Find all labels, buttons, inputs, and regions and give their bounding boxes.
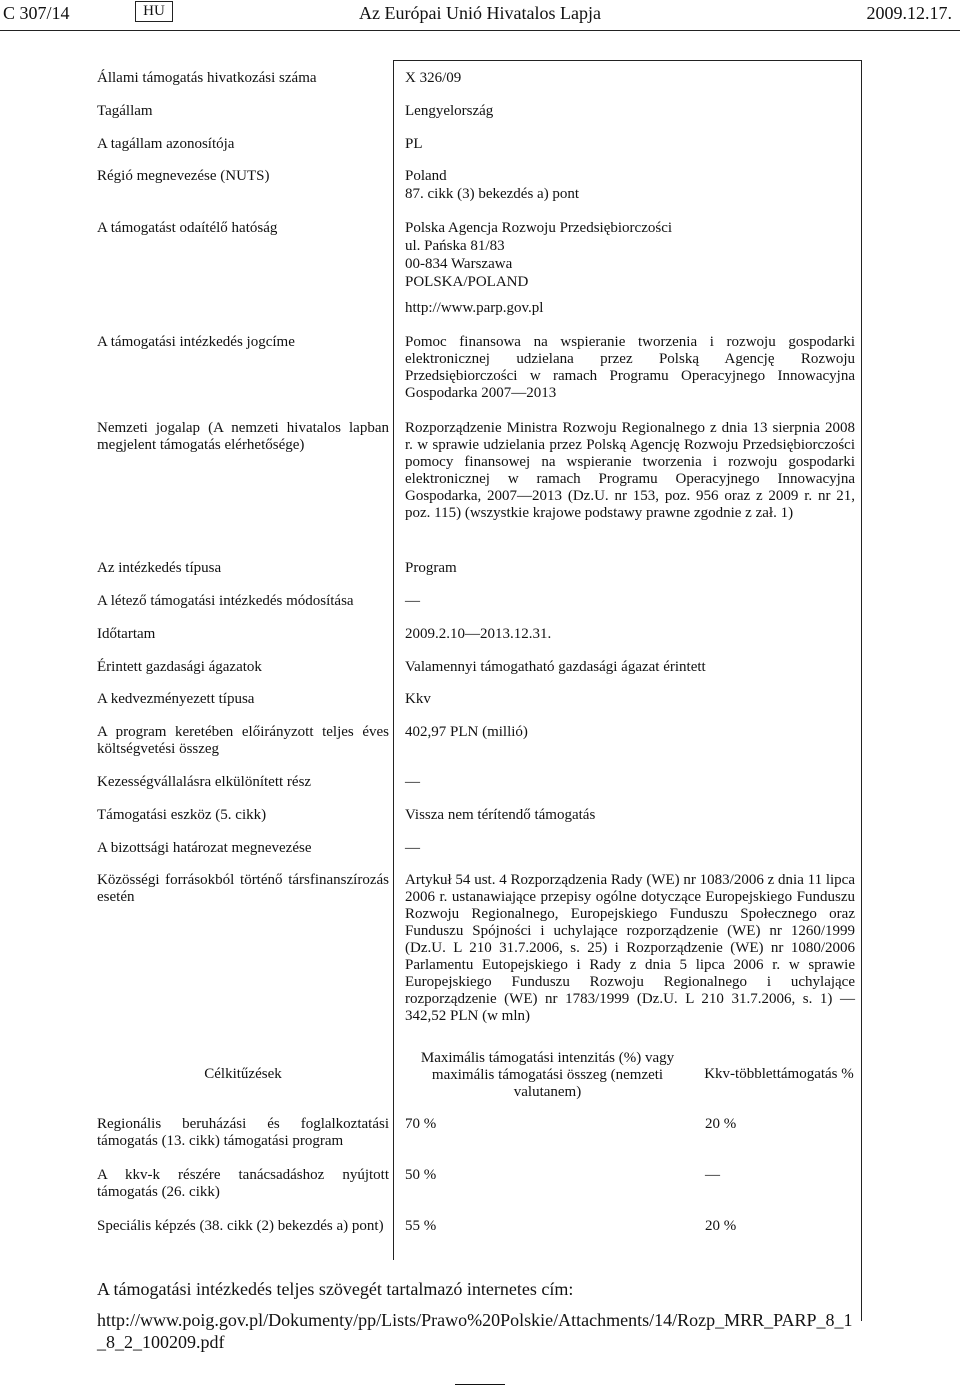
ref-value: X 326/09 (405, 70, 462, 86)
authority-label: A támogatást odaítélő hatóság (97, 220, 278, 236)
budget-value: 402,97 PLN (millió) (405, 724, 528, 740)
region-value-1: Poland (405, 168, 447, 184)
title-value: Pomoc finansowa na wspieranie tworzenia i rozwoju gospodarki elektronicznej udzielana przez Polską Agencję Rozwoju Przedsiębiorczości w ramach Programu Operacyjnego Innowacyjna Gospodarka 2007—2013 (405, 334, 855, 401)
modification-value: — (405, 593, 420, 609)
full-text-heading: A támogatási intézkedés teljes szövegét tartalmazó internetes cím: (97, 1279, 574, 1299)
state-value: Lengyelország (405, 103, 494, 119)
objective-row-sme: 20 % (705, 1116, 737, 1132)
region-value-2: 87. cikk (3) bekezdés a) pont (405, 186, 580, 202)
authority-line-2: ul. Pańska 81/83 (405, 238, 505, 254)
beneficiary-value: Kkv (405, 691, 431, 707)
authority-url-link[interactable]: http://www.parp.gov.pl (405, 300, 544, 316)
objective-row-label: Speciális képzés (38. cikk (2) bekezdés a) pont) (97, 1218, 384, 1234)
authority-line-3: 00-834 Warszawa (405, 256, 513, 272)
page-header (0, 0, 960, 24)
guarantee-value: — (405, 774, 420, 790)
instrument-value: Vissza nem térítendő támogatás (405, 807, 596, 823)
cofinancing-value: Artykuł 54 ust. 4 Rozporządzenia Rady (WE) nr 1083/2006 z dnia 11 lipca 2006 r. ustanawiające przepisy ogólne dotyczące Europejskiego Funduszu Rozwoju Regionalnego, Europejskiego Funduszu Społecznego oraz Funduszu Spójności i uchylające rozporządzenie (WE) nr 1260/1999 (Dz.U. L 210 31.7.2006, s. 25) i Rozporządzenie (WE) nr 1080/2006 Parlamentu Eutopejskiego i Rady z dnia 5 lipca 2006 r. w sprawie Europejskiego Funduszu Rozwoju Regionalnego i uchylające rozporządzenie (WE) nr 1783/1999 (Dz.U. L 210 31.7.2006, s. 1) — 342,52 PLN (w mln) (405, 872, 855, 1024)
decision-label: A bizottsági határozat megnevezése (97, 840, 312, 856)
objective-row-label: A kkv-k részére tanácsadáshoz nyújtott támogatás (26. cikk) (97, 1167, 389, 1200)
authority-line-1: Polska Agencja Rozwoju Przedsiębiorczości (405, 220, 673, 236)
instrument-label: Támogatási eszköz (5. cikk) (97, 807, 267, 823)
column-divider (393, 60, 394, 1260)
page-ref: C 307/14 (3, 3, 70, 23)
journal-title: Az Európai Unió Hivatalos Lapja (359, 3, 601, 23)
guarantee-label: Kezességvállalásra elkülönített rész (97, 774, 312, 790)
language-badge: HU (135, 1, 173, 22)
decision-value: — (405, 840, 420, 856)
objectives-header: Célkitűzések (204, 1066, 282, 1082)
sectors-value: Valamennyi támogatható gazdasági ágazat érintett (405, 659, 706, 675)
authority-line-4: POLSKA/POLAND (405, 274, 529, 290)
beneficiary-label: A kedvezményezett típusa (97, 691, 255, 707)
objective-row-max: 55 % (405, 1218, 437, 1234)
objective-row-max: 50 % (405, 1167, 437, 1183)
end-rule (455, 1384, 505, 1385)
duration-value: 2009.2.10—2013.12.31. (405, 626, 552, 642)
ref-label: Állami támogatás hivatkozási száma (97, 70, 317, 86)
state-id-value: PL (405, 136, 423, 152)
legal-basis-label: Nemzeti jogalap (A nemzeti hivatalos lapban megjelent támogatás elérhetősége) (97, 420, 389, 453)
type-value: Program (405, 560, 457, 576)
budget-label: A program keretében előirányzott teljes éves költségvetési összeg (97, 724, 389, 757)
header-rule (0, 30, 960, 31)
state-id-label: A tagállam azonosítója (97, 136, 235, 152)
duration-label: Időtartam (97, 626, 156, 642)
region-label: Régió megnevezése (NUTS) (97, 168, 270, 184)
objective-row-max: 70 % (405, 1116, 437, 1132)
type-label: Az intézkedés típusa (97, 560, 222, 576)
publication-date: 2009.12.17. (866, 3, 952, 23)
max-intensity-header: Maximális támogatási intenzitás (%) vagy maximális támogatási összeg (nemzeti valutanem) (420, 1050, 675, 1100)
full-text-url-link[interactable]: http://www.poig.gov.pl/Dokumenty/pp/Lists/Prawo%20Polskie/Attachments/14/Rozp_MRR_PARP_8_1_8_2_100209.pdf (97, 1310, 853, 1352)
state-label: Tagállam (97, 103, 153, 119)
title-label: A támogatási intézkedés jogcíme (97, 334, 295, 350)
cofinancing-label: Közösségi forrásokból történő társfinanszírozás esetén (97, 872, 389, 905)
objective-row-sme: — (705, 1167, 720, 1183)
objective-row-label: Regionális beruházási és foglalkoztatási támogatás (13. cikk) támogatási program (97, 1116, 389, 1149)
objective-row-sme: 20 % (705, 1218, 737, 1234)
modification-label: A létező támogatási intézkedés módosítása (97, 593, 354, 609)
sme-bonus-header: Kkv-többlettámogatás % (704, 1066, 854, 1082)
legal-basis-value: Rozporządzenie Ministra Rozwoju Regionalnego z dnia 13 sierpnia 2008 r. w sprawie udzielania przez Polską Agencję Rozwoju Przedsiębiorczości pomocy finansowej na wspieranie tworzenia i rozwoju gospodarki elektronicznej w ramach Programu Operacyjnego Innowacyjna Gospodarka, 2007—2013 (Dz.U. nr 153, poz. 956 oraz z 2009 r. nr 21, poz. 115) (wszystkie krajowe podstawy prawne zgodnie z zał. 1) (405, 420, 855, 521)
sectors-label: Érintett gazdasági ágazatok (97, 659, 262, 675)
